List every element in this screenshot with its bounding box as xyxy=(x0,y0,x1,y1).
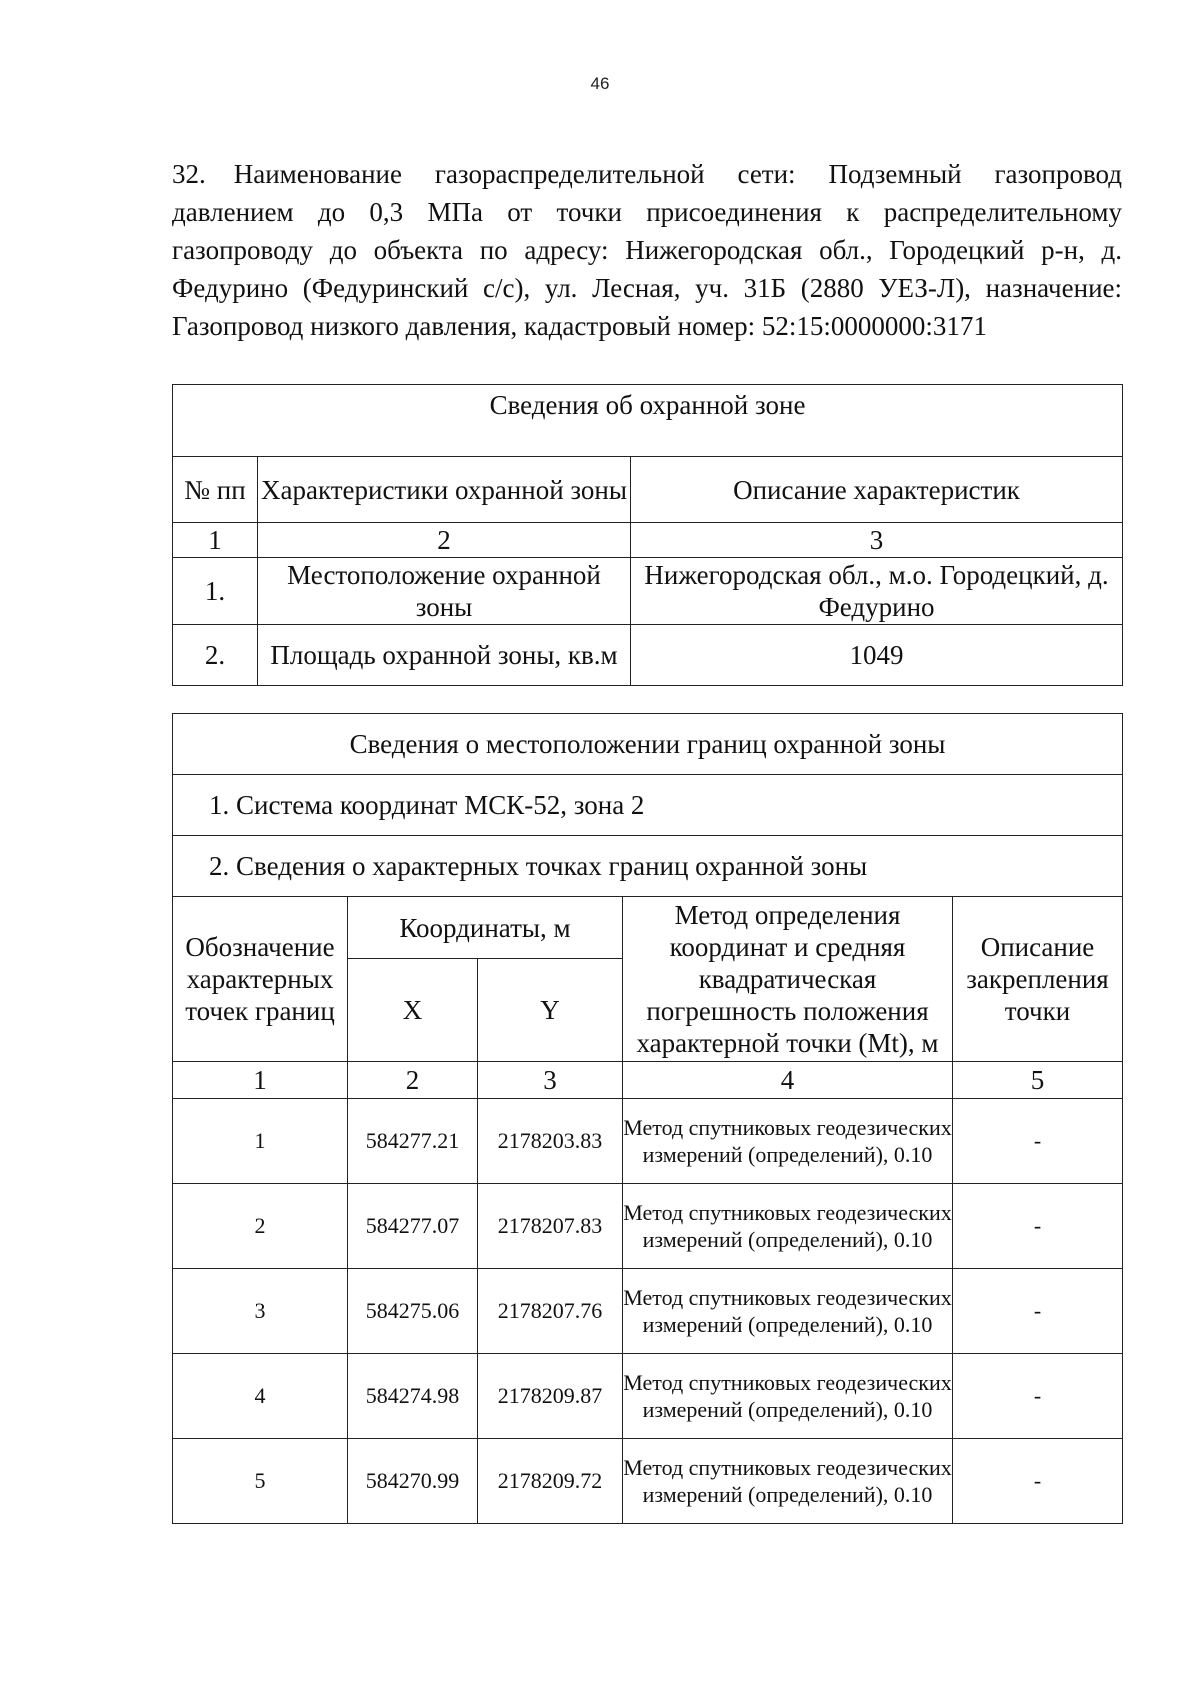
column-number: 2 xyxy=(348,1062,478,1099)
item-number: 32. xyxy=(172,159,206,189)
point-id: 5 xyxy=(173,1439,348,1524)
header-coordinates: Координаты, м xyxy=(348,897,623,959)
page-number: 46 xyxy=(590,74,610,93)
network-description-text: Наименование газораспределительной сети: Подземный газопровод давлением до 0,3 МПа от точки присоединения к распределительному газопроводу до объекта по адресу: Нижегородская обл., Городецкий р-н, д. Федурино (Федуринский с/с), ул. Лесная, уч. 31Б (2880 УЕЗ-Л), назначение: Газопровод низкого давления, кадастровый номер: 52:15:0000000:3171 xyxy=(172,159,1122,341)
boundary-location-table xyxy=(172,713,1123,1524)
coordinate-system: 1. Система координат МСК-52, зона 2 xyxy=(173,775,1123,836)
column-number: 1 xyxy=(173,1062,348,1099)
table-row xyxy=(173,1269,1123,1354)
point-y: 2178203.83 xyxy=(478,1099,623,1184)
point-fixing: - xyxy=(953,1354,1123,1439)
table-row xyxy=(173,625,1123,686)
row-description: 1049 xyxy=(631,625,1123,686)
point-y: 2178207.83 xyxy=(478,1184,623,1269)
protection-zone-table xyxy=(172,384,1123,686)
table-row xyxy=(173,1439,1123,1524)
network-description xyxy=(172,155,1122,345)
point-method: Метод спутниковых геодезических измерений (определений), 0.10 xyxy=(623,1354,953,1439)
point-method: Метод спутниковых геодезических измерений (определений), 0.10 xyxy=(623,1099,953,1184)
point-x: 584277.21 xyxy=(348,1099,478,1184)
point-x: 584270.99 xyxy=(348,1439,478,1524)
row-description: Нижегородская обл., м.о. Городецкий, д. Федурино xyxy=(631,558,1123,625)
column-number: 1 xyxy=(173,523,258,558)
header-characteristics: Характеристики охранной зоны xyxy=(258,457,631,523)
point-id: 4 xyxy=(173,1354,348,1439)
point-method: Метод спутниковых геодезических измерений (определений), 0.10 xyxy=(623,1269,953,1354)
points-section-title: 2. Сведения о характерных точках границ охранной зоны xyxy=(173,836,1123,897)
row-number: 2. xyxy=(173,625,258,686)
column-number: 3 xyxy=(478,1062,623,1099)
header-number: № пп xyxy=(173,457,258,523)
point-fixing: - xyxy=(953,1269,1123,1354)
column-number: 5 xyxy=(953,1062,1123,1099)
point-fixing: - xyxy=(953,1184,1123,1269)
header-y: Y xyxy=(478,959,623,1062)
column-number: 2 xyxy=(258,523,631,558)
bounds-table-title: Сведения о местоположении границ охранной зоны xyxy=(173,714,1123,775)
point-y: 2178207.76 xyxy=(478,1269,623,1354)
column-number: 3 xyxy=(631,523,1123,558)
point-y: 2178209.87 xyxy=(478,1354,623,1439)
point-x: 584275.06 xyxy=(348,1269,478,1354)
row-characteristic: Площадь охранной зоны, кв.м xyxy=(258,625,631,686)
point-fixing: - xyxy=(953,1439,1123,1524)
point-fixing: - xyxy=(953,1099,1123,1184)
point-id: 1 xyxy=(173,1099,348,1184)
header-description: Описание характеристик xyxy=(631,457,1123,523)
point-method: Метод спутниковых геодезических измерений (определений), 0.10 xyxy=(623,1439,953,1524)
table-row xyxy=(173,1184,1123,1269)
header-method: Метод определения координат и средняя квадратическая погрешность положения характерной точки (Mt), м xyxy=(623,897,953,1062)
row-characteristic: Местоположение охранной зоны xyxy=(258,558,631,625)
table-row xyxy=(173,1354,1123,1439)
zone-table-title: Сведения об охранной зоне xyxy=(173,385,1123,457)
table-row xyxy=(173,1099,1123,1184)
row-number: 1. xyxy=(173,558,258,625)
point-x: 584277.07 xyxy=(348,1184,478,1269)
header-fixing: Описание закрепления точки xyxy=(953,897,1123,1062)
header-x: X xyxy=(348,959,478,1062)
point-id: 2 xyxy=(173,1184,348,1269)
header-designation: Обозначение характерных точек границ xyxy=(173,897,348,1062)
point-x: 584274.98 xyxy=(348,1354,478,1439)
point-y: 2178209.72 xyxy=(478,1439,623,1524)
column-number: 4 xyxy=(623,1062,953,1099)
point-method: Метод спутниковых геодезических измерений (определений), 0.10 xyxy=(623,1184,953,1269)
table-row xyxy=(173,558,1123,625)
point-id: 3 xyxy=(173,1269,348,1354)
